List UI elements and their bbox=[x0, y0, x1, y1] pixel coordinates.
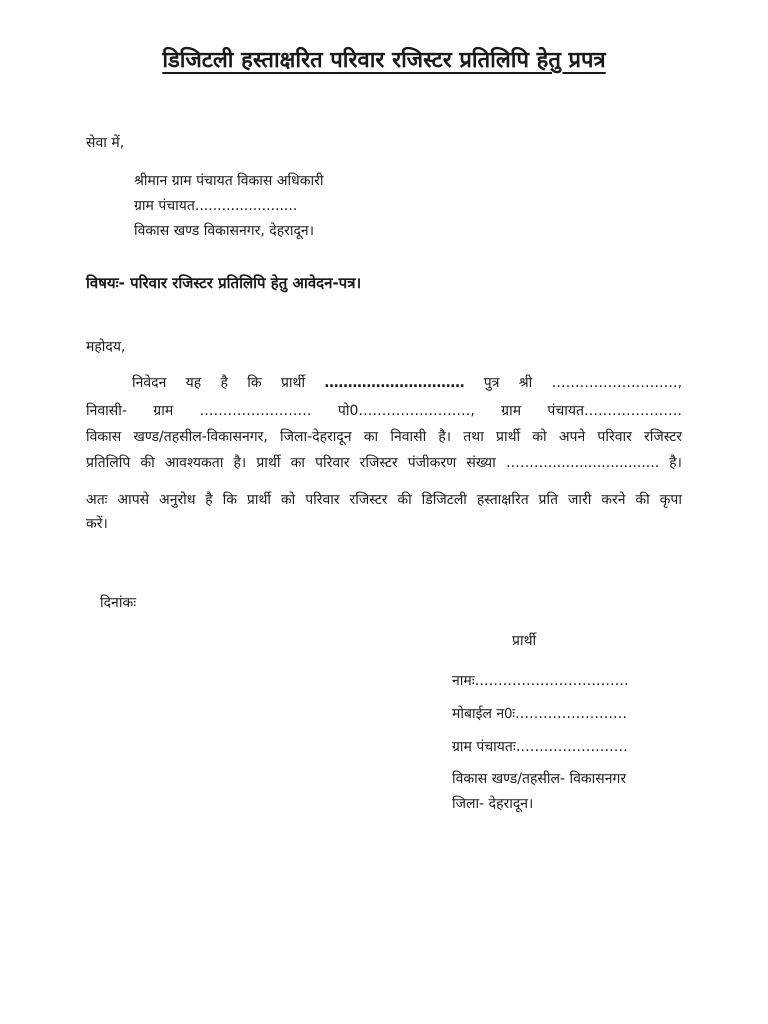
recipient-line-2: ग्राम पंचायत....................... bbox=[134, 198, 298, 214]
form-title: डिजिटली हस्ताक्षरित परिवार रजिस्टर प्रतिलिपि हेतु प्रपत्र bbox=[162, 48, 606, 73]
recipient-line-1: श्रीमान ग्राम पंचायत विकास अधिकारी bbox=[134, 173, 324, 189]
body-text: निवेदन यह है कि प्रार्थी bbox=[132, 375, 306, 391]
body-paragraph-1-line-1 bbox=[86, 370, 682, 396]
greeting: महोदय, bbox=[86, 339, 126, 355]
date-label: दिनांकः bbox=[100, 595, 137, 611]
body-paragraph-1-line-2: निवासी- ग्राम …………………… पो0……………………, ग्राम पंचायत………………… bbox=[86, 403, 682, 419]
body-text: पुत्र श्री ………………………, bbox=[483, 375, 683, 391]
body-paragraph-1-line-3: विकास खण्ड/तहसील-विकासनगर, जिला-देहरादून का निवासी है। तथा प्रार्थी को अपने परिवार रजिस्टर bbox=[86, 429, 682, 445]
applicant-name-field: नामः…………………………… bbox=[452, 673, 629, 689]
applicant-district-field: जिला- देहरादून। bbox=[452, 796, 534, 812]
body-paragraph-1-line-4: प्रतिलिपि की आवश्यकता है। प्रार्थी का परिवार रजिस्टर पंजीकरण संख्या ………......................... है। bbox=[86, 455, 682, 471]
applicant-mobile-field: मोबाईल न0ः…………………… bbox=[452, 706, 628, 722]
applicant-heading: प्रार्थी bbox=[512, 633, 537, 649]
applicant-panchayat-field: ग्राम पंचायतः…………………… bbox=[452, 739, 628, 755]
body-paragraph-2-line-2: करें। bbox=[86, 516, 108, 532]
salutation: सेवा में, bbox=[86, 135, 125, 151]
recipient-line-3: विकास खण्ड विकासनगर, देहरादून। bbox=[134, 223, 315, 239]
subject-line: विषयः- परिवार रजिस्टर प्रतिलिपि हेतु आवेदन-पत्र। bbox=[86, 274, 362, 292]
applicant-block-field: विकास खण्ड/तहसील- विकासनगर bbox=[452, 771, 627, 787]
body-paragraph-2-line-1: अतः आपसे अनुरोध है कि प्रार्थी को परिवार रजिस्टर की डिजिटली हस्ताक्षरित प्रति जारी करने की कृपा bbox=[86, 492, 682, 508]
applicant-name-blank: ………………………… bbox=[324, 375, 465, 391]
